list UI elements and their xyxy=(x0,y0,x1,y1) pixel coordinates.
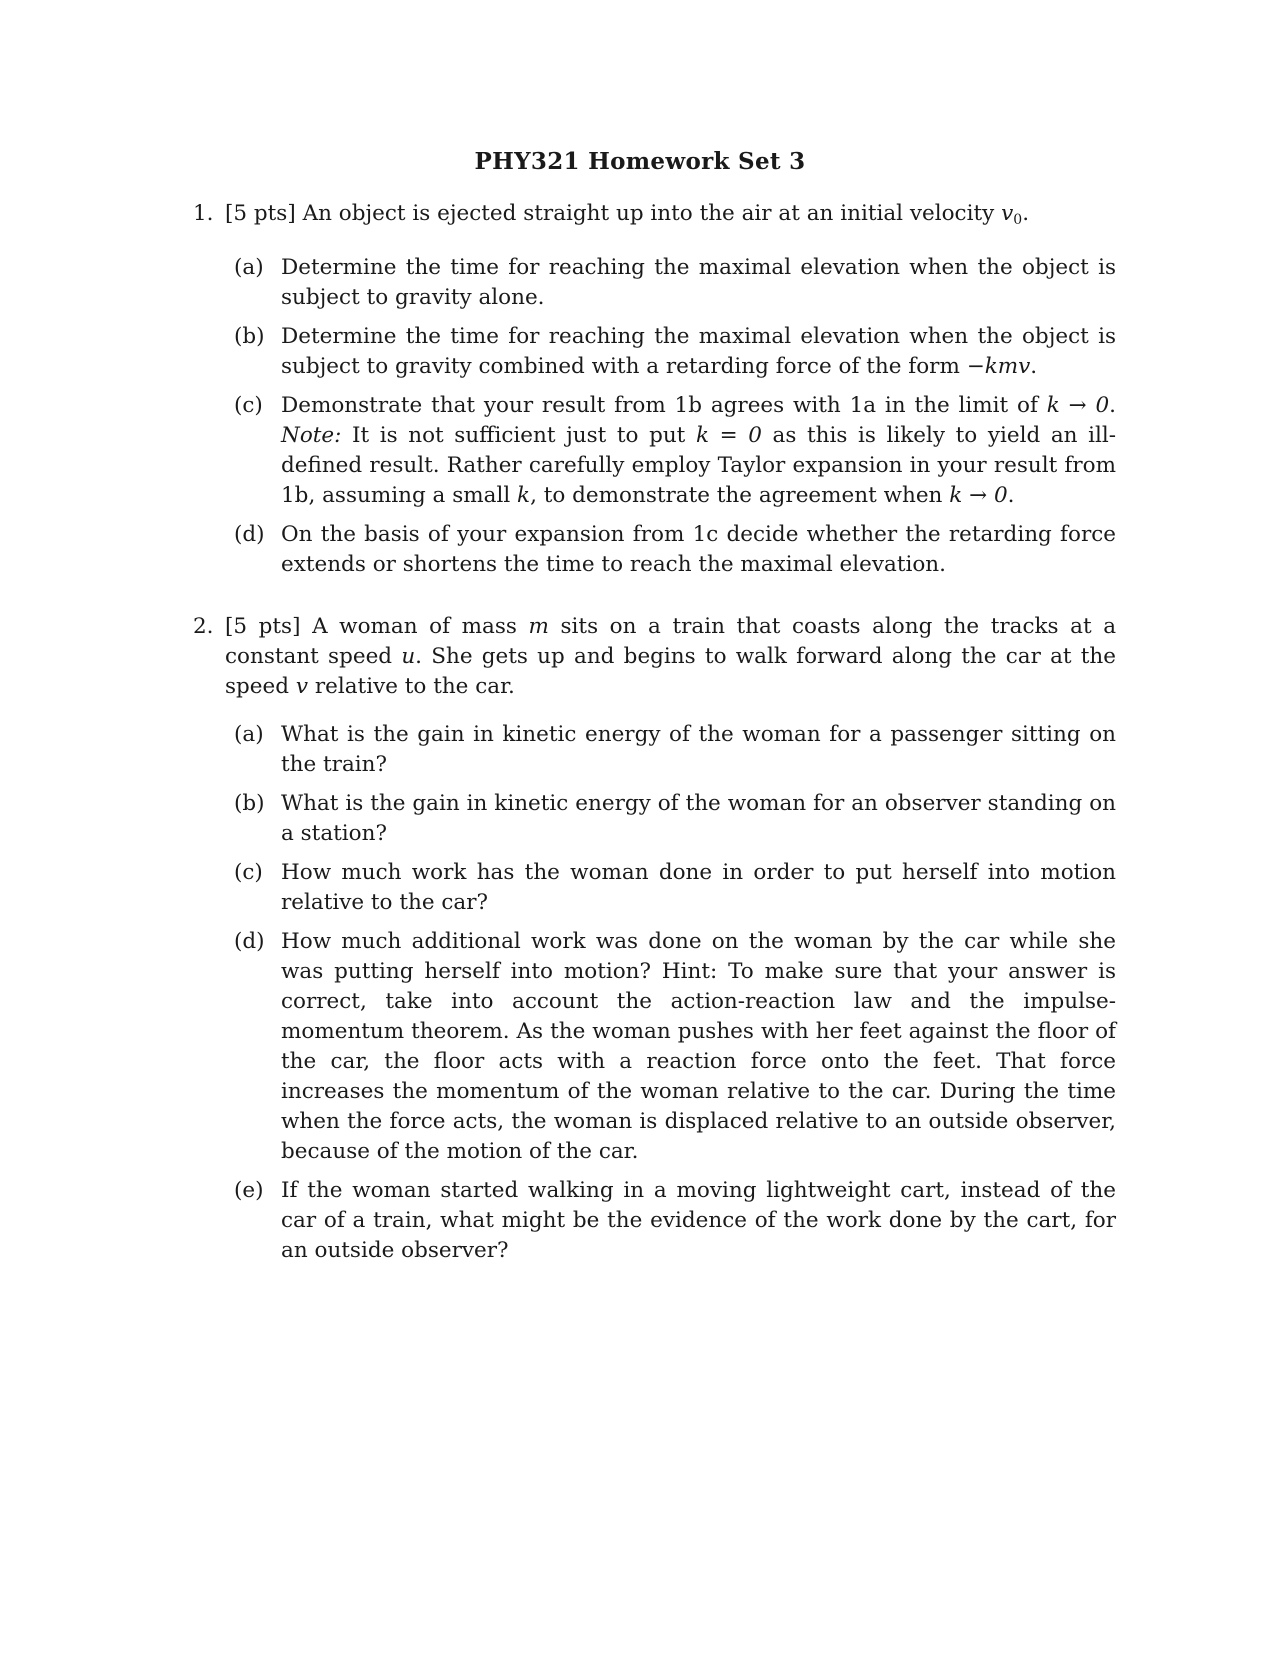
part-2a xyxy=(234,720,1116,780)
statement-text: relative to the car. xyxy=(314,674,515,699)
math-var: u xyxy=(401,644,416,669)
part-text: What is the gain in kinetic energy of the woman for a passenger sitting on the train? xyxy=(281,722,1116,777)
subparts xyxy=(234,253,1116,580)
math-var: v xyxy=(295,674,309,699)
math-expression: k → 0 xyxy=(1046,393,1110,418)
problem-2 xyxy=(193,612,1116,1275)
part-text: . xyxy=(1109,393,1116,418)
part-text: Determine the time for reaching the maximal elevation when the object is subject to gravity combined with a retarding force of the form xyxy=(281,324,1116,379)
part-text: On the basis of your expansion from 1c decide whether the retarding force extends or shortens the time to reach the maximal elevation. xyxy=(281,522,1116,577)
part-label: (b) xyxy=(234,324,265,349)
math-var: v xyxy=(1001,201,1014,226)
math-expression: k → 0 xyxy=(949,483,1008,508)
part-label: (e) xyxy=(234,1178,264,1203)
points: [5 pts] xyxy=(225,614,301,639)
math-expression: k = 0 xyxy=(695,423,762,448)
part-text: What is the gain in kinetic energy of the woman for an observer standing on a station? xyxy=(281,791,1116,846)
statement-text: A woman of mass xyxy=(312,614,517,639)
problem-1 xyxy=(193,199,1116,589)
part-label: (c) xyxy=(234,393,263,418)
statement-text: sits on a train that coasts along the tracks at a constant speed xyxy=(225,614,1117,669)
part-label: (c) xyxy=(234,860,263,885)
math-var: m xyxy=(528,614,549,639)
part-text: How much additional work was done on the woman by the car while she was putting herself into motion? Hint: To make sure that your answer is correct, take into account the action-reaction law and the impulse-momentum theorem. As the woman pushes with her feet against the floor of the car, the floor acts with a reaction force onto the feet. That force increases the momentum of the woman relative to the car. During the time when the force acts, the woman is displaced relative to an outside observer, because of the motion of the car. xyxy=(281,929,1116,1164)
part-label: (a) xyxy=(234,722,264,747)
points: [5 pts] xyxy=(225,201,296,226)
statement-text: . She gets up and begins to walk forward along the car at the speed xyxy=(225,644,1116,699)
part-text: , to demonstrate the agreement when xyxy=(530,483,943,508)
part-text-end: . xyxy=(1007,483,1015,508)
page-title: PHY321 Homework Set 3 xyxy=(474,148,806,175)
problem-number: 2. xyxy=(193,614,214,639)
math-var: k xyxy=(517,483,531,508)
problem-number: 1. xyxy=(193,201,214,226)
part-1b xyxy=(234,322,1116,382)
math-subscript: 0 xyxy=(1013,212,1023,228)
subparts xyxy=(234,720,1116,1266)
part-label: (b) xyxy=(234,791,265,816)
part-text: It is not sufficient just to put xyxy=(352,423,686,448)
part-1d xyxy=(234,520,1116,580)
statement-end: . xyxy=(1022,201,1030,226)
part-1a xyxy=(234,253,1116,313)
math-expression: −kmv xyxy=(966,354,1031,379)
statement-text: An object is ejected straight up into the air at an initial velocity xyxy=(302,201,995,226)
part-2b xyxy=(234,789,1116,849)
part-1c xyxy=(234,391,1116,511)
part-text: as this is likely to yield an ill-defined result. Rather carefully employ Taylor expansion in your result from 1b, assuming a small xyxy=(281,423,1117,508)
problem-statement xyxy=(225,199,1116,235)
note-label: Note: xyxy=(281,423,342,448)
part-label: (d) xyxy=(234,522,265,547)
part-text-end: . xyxy=(1030,354,1038,379)
part-2e xyxy=(234,1176,1116,1266)
part-2c xyxy=(234,858,1116,918)
part-text: Demonstrate that your result from 1b agrees with 1a in the limit of xyxy=(281,393,1038,418)
part-text: If the woman started walking in a moving lightweight cart, instead of the car of a train, what might be the evidence of the work done by the cart, for an outside observer? xyxy=(281,1178,1116,1263)
part-text: Determine the time for reaching the maximal elevation when the object is subject to gravity alone. xyxy=(281,255,1116,310)
part-label: (a) xyxy=(234,255,264,280)
part-text: How much work has the woman done in order to put herself into motion relative to the car? xyxy=(281,860,1116,915)
part-label: (d) xyxy=(234,929,265,954)
part-2d xyxy=(234,927,1116,1167)
problem-statement xyxy=(225,612,1116,702)
